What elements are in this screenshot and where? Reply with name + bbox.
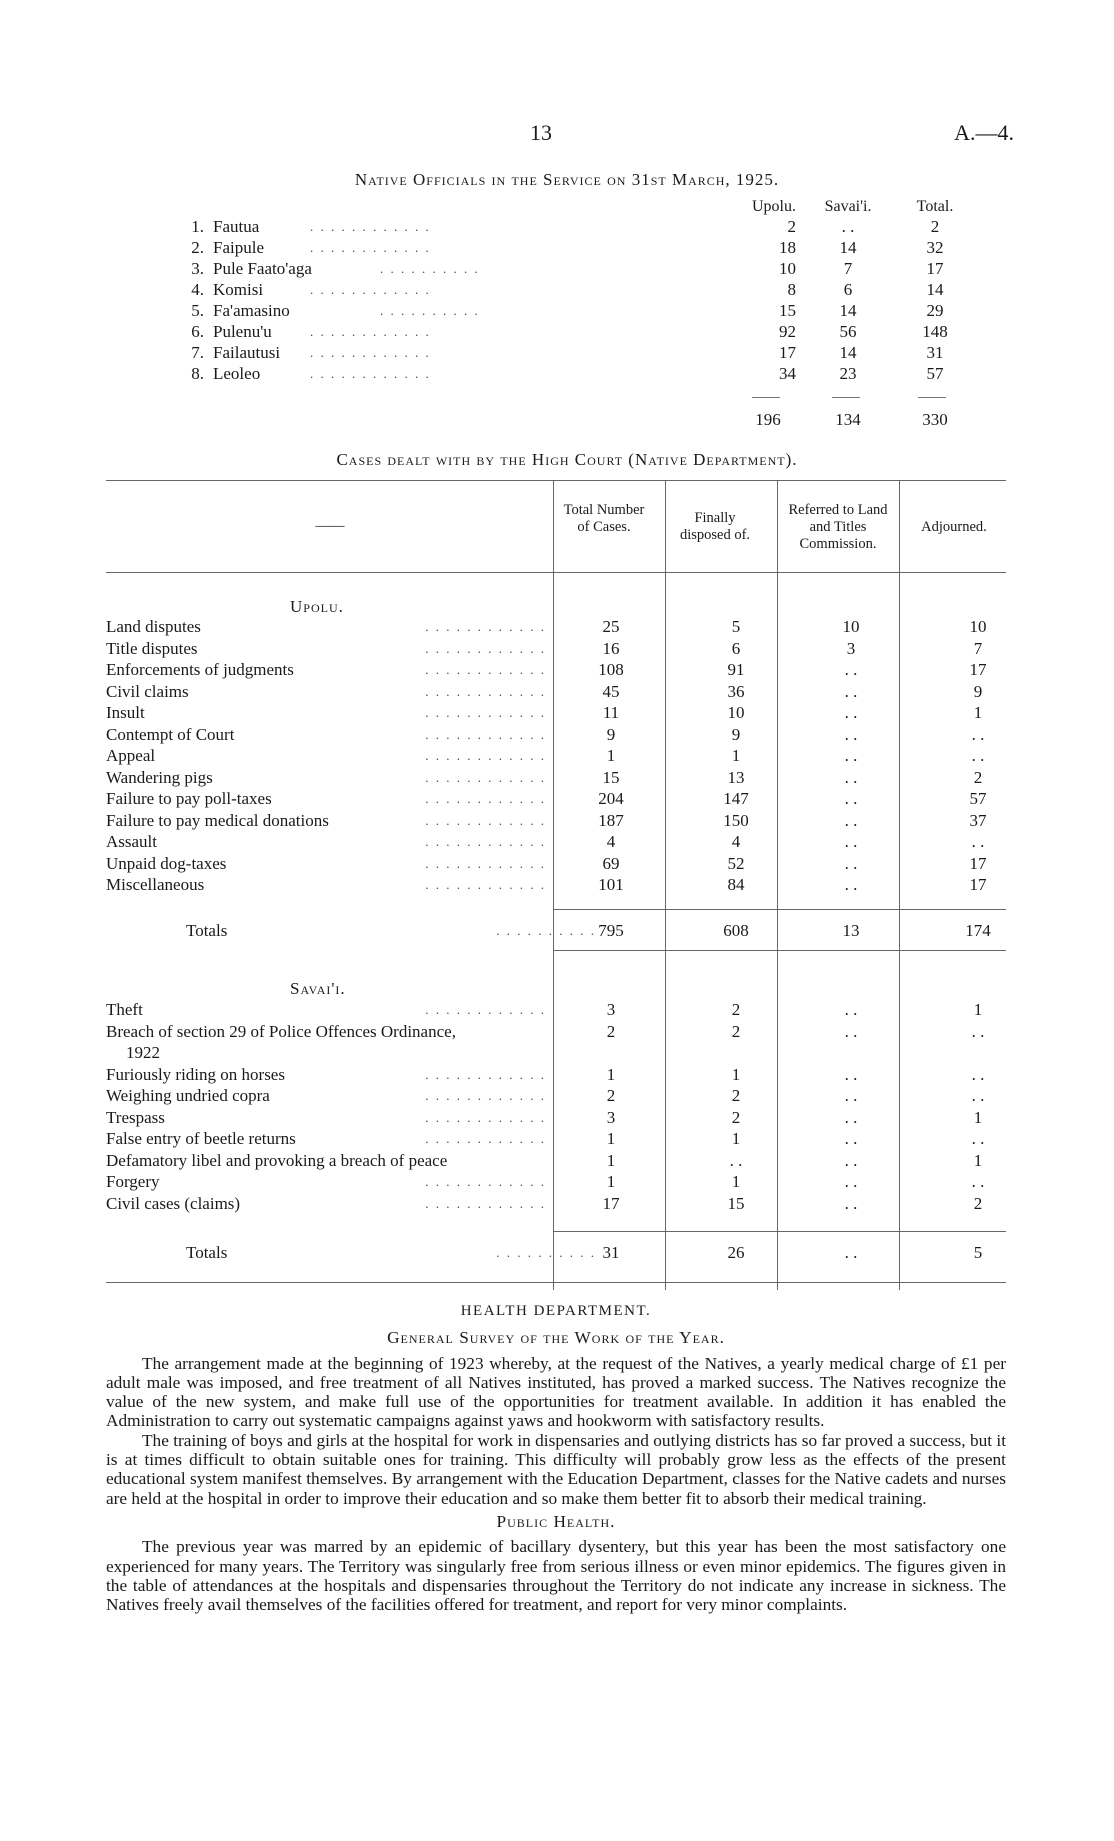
cell-disposed: 1 [731, 1129, 741, 1148]
cell-adjourned: . . [971, 1022, 985, 1041]
total-referred: 13 [842, 921, 860, 940]
cell-disposed: 2 [731, 1022, 741, 1041]
cell-adjourned: . . [971, 1065, 985, 1084]
official-name: Pule Faato'aga [213, 259, 312, 278]
table-row [106, 810, 1006, 831]
public-health-heading: Public Health. [496, 1511, 616, 1531]
leader-dots: . . . . . . . . . . [496, 1245, 596, 1260]
official-savaii: 56 [818, 321, 878, 342]
total-adjourned: 174 [965, 921, 991, 940]
officials-col-total: Total. [905, 196, 965, 217]
cell-total: 9 [606, 725, 616, 744]
officials-row [180, 279, 980, 300]
paragraph: The arrangement made at the beginning of 1923 whereby, at the request of the Natives, a yearly medical charge of £1 per adult male was imposed, and free treatment of all Natives instituted, has proved a marked success. The Natives recognize the value of the new system, and make full use of the opportunities for treatment available. In addition it has enabled the Administration to carry out systematic campaigns against yaws and hookworm with satisfactory results. [106, 1353, 1006, 1431]
official-upolu: 2 [736, 216, 796, 237]
official-name: Fa'amasino [213, 301, 290, 320]
cell-adjourned: 17 [969, 660, 987, 679]
row-label: Weighing undried copra [106, 1085, 274, 1106]
cell-total: 1 [606, 1172, 616, 1191]
official-upolu: 18 [736, 237, 796, 258]
page-number: 13 [530, 120, 552, 145]
row-label: Defamatory libel and provoking a breach of peace [106, 1150, 451, 1171]
row-label: Theft [106, 999, 147, 1020]
header-finally-disposed: Finally disposed of. [679, 510, 751, 543]
cell-disposed: 10 [727, 703, 745, 722]
cell-referred: . . [844, 832, 858, 851]
cell-adjourned: . . [971, 746, 985, 765]
officials-col-savaii: Savai'i. [818, 196, 878, 217]
cell-referred: . . [844, 1086, 858, 1105]
cell-adjourned: 1 [973, 1000, 983, 1019]
table-row [106, 724, 1006, 745]
table-row [106, 638, 1006, 659]
cell-adjourned: 9 [973, 682, 983, 701]
table-row [106, 1107, 1006, 1128]
row-label: Failure to pay poll-taxes [106, 788, 276, 809]
leader-dots: . . . . . . . . . . [380, 261, 480, 276]
cell-adjourned: 17 [969, 854, 987, 873]
cell-disposed: 2 [731, 1086, 741, 1105]
cell-disposed: 91 [727, 660, 745, 679]
leader-dots: . . . . . . . . . . . . [425, 705, 546, 720]
row-label: Civil cases (claims) [106, 1193, 244, 1214]
totals-row [106, 1242, 1006, 1263]
cell-disposed: 150 [723, 811, 749, 830]
table-row [106, 1021, 1006, 1063]
cell-referred: . . [844, 1108, 858, 1127]
cell-referred: 10 [842, 617, 860, 636]
leader-dots: . . . . . . . . . . . . [425, 1131, 546, 1146]
cell-referred: . . [844, 660, 858, 679]
cell-total: 15 [602, 768, 620, 787]
cell-total: 1 [606, 1151, 616, 1170]
cell-referred: . . [844, 725, 858, 744]
official-number: 7. [191, 343, 204, 362]
cell-disposed: 52 [727, 854, 745, 873]
table-row [106, 616, 1006, 637]
cell-referred: 3 [846, 639, 856, 658]
cell-adjourned: 1 [973, 703, 983, 722]
leader-dots: . . . . . . . . . . . . [310, 219, 431, 234]
official-upolu: 8 [736, 279, 796, 300]
row-label: Breach of section 29 of Police Offences Ordinance, [106, 1021, 460, 1042]
official-upolu: 10 [736, 258, 796, 279]
cell-disposed: 1 [731, 1065, 741, 1084]
officials-total-all: 330 [922, 410, 948, 429]
cell-referred: . . [844, 1194, 858, 1213]
officials-table [180, 196, 980, 384]
cell-referred: . . [844, 854, 858, 873]
official-total: 17 [905, 258, 965, 279]
cell-total: 3 [606, 1108, 616, 1127]
official-upolu: 34 [736, 363, 796, 384]
leader-dots: . . . . . . . . . . . . [425, 684, 546, 699]
cell-total: 25 [602, 617, 620, 636]
cell-referred: . . [844, 1172, 858, 1191]
officials-total-upolu: 196 [755, 410, 781, 429]
row-label: Failure to pay medical donations [106, 810, 333, 831]
sum-rule [918, 397, 946, 398]
leader-dots: . . . . . . . . . . . . [310, 366, 431, 381]
row-label: Appeal [106, 745, 159, 766]
cell-total: 45 [602, 682, 620, 701]
cell-referred: . . [844, 746, 858, 765]
section-heading-upolu: Upolu. [290, 597, 344, 616]
official-upolu: 92 [736, 321, 796, 342]
leader-dots: . . . . . . . . . . . . [310, 240, 431, 255]
official-name: Komisi [213, 280, 264, 299]
cell-total: 16 [602, 639, 620, 658]
officials-col-upolu: Upolu. [736, 196, 796, 217]
cell-adjourned: 37 [969, 811, 987, 830]
total-cases: 31 [602, 1243, 620, 1262]
official-total: 14 [905, 279, 965, 300]
leader-dots: . . . . . . . . . . . . [425, 1067, 546, 1082]
leader-dots: . . . . . . . . . . . . [310, 282, 431, 297]
cell-referred: . . [844, 703, 858, 722]
cell-adjourned: 10 [969, 617, 987, 636]
leader-dots: . . . . . . . . . . . . [425, 1088, 546, 1103]
leader-dots: . . . . . . . . . . . . [425, 813, 546, 828]
general-survey-heading: General Survey of the Work of the Year. [387, 1328, 725, 1348]
table-row [106, 702, 1006, 723]
totals-label: Totals [186, 1242, 231, 1263]
cell-disposed: 1 [731, 1172, 741, 1191]
cell-referred: . . [844, 811, 858, 830]
cell-total: 1 [606, 746, 616, 765]
officials-row [180, 300, 980, 321]
official-number: 2. [191, 238, 204, 257]
table-bottom-rule [106, 1282, 1006, 1283]
leader-dots: . . . . . . . . . . . . [425, 641, 546, 656]
cell-disposed: 36 [727, 682, 745, 701]
header-adjourned: Adjourned. [921, 519, 987, 535]
official-savaii: . . [818, 216, 878, 237]
table-row [106, 853, 1006, 874]
official-name: Pulenu'u [213, 322, 272, 341]
leader-dots: . . . . . . . . . . . . [425, 662, 546, 677]
paragraph: The training of boys and girls at the hospital for work in dispensaries and outlying districts has so far proved a success, but it is at times difficult to obtain suitable ones for training. This difficulty will probably grow less as the effects of the present educational system manifest themselves. By arrangement with the Education Department, classes for the Native cadets and nurses are held at the hospital in order to improve their education and so make them better fit to absorb their medical training. [106, 1430, 1006, 1508]
official-number: 8. [191, 364, 204, 383]
total-disposed: 608 [723, 921, 749, 940]
health-heading: HEALTH DEPARTMENT. [460, 1303, 652, 1319]
cell-disposed: 4 [731, 832, 741, 851]
official-number: 3. [191, 259, 204, 278]
totals-top-rule [553, 1231, 1006, 1232]
row-label: Unpaid dog-taxes [106, 853, 230, 874]
official-total: 32 [905, 237, 965, 258]
table-header-rule [106, 572, 1006, 573]
official-savaii: 14 [818, 300, 878, 321]
row-label: Furiously riding on horses [106, 1064, 289, 1085]
header-referred: Referred to Land and Titles Commission. [788, 502, 888, 552]
officials-row [180, 321, 980, 342]
leader-dots: . . . . . . . . . . [496, 923, 596, 938]
table-row [106, 831, 1006, 852]
section-heading-savaii: Savai'i. [290, 979, 346, 998]
cell-adjourned: 57 [969, 789, 987, 808]
table-row [106, 659, 1006, 680]
table-row [106, 1128, 1006, 1149]
leader-dots: . . . . . . . . . . . . [425, 1174, 546, 1189]
leader-dots: . . . . . . . . . . . . [425, 748, 546, 763]
cell-total: 101 [598, 875, 624, 894]
cell-disposed: 147 [723, 789, 749, 808]
cell-referred: . . [844, 1129, 858, 1148]
leader-dots: . . . . . . . . . . . . [425, 856, 546, 871]
officials-total-savaii: 134 [835, 410, 861, 429]
row-label: Assault [106, 831, 161, 852]
cell-disposed: 5 [731, 617, 741, 636]
cell-referred: . . [844, 789, 858, 808]
cell-total: 69 [602, 854, 620, 873]
official-savaii: 23 [818, 363, 878, 384]
table-row [106, 681, 1006, 702]
cell-total: 1 [606, 1065, 616, 1084]
table-row [106, 999, 1006, 1020]
cell-total: 204 [598, 789, 624, 808]
health-section [106, 1302, 1006, 1614]
leader-dots: . . . . . . . . . . . . [425, 791, 546, 806]
leader-dots: . . . . . . . . . . . . [425, 1196, 546, 1211]
cell-total: 187 [598, 811, 624, 830]
row-label: Insult [106, 702, 149, 723]
total-referred: . . [844, 1243, 858, 1262]
table-row [106, 1171, 1006, 1192]
officials-row [180, 216, 980, 237]
cell-referred: . . [844, 1022, 858, 1041]
cell-referred: . . [844, 1000, 858, 1019]
cell-disposed: 15 [727, 1194, 745, 1213]
official-total: 57 [905, 363, 965, 384]
cell-referred: . . [844, 768, 858, 787]
cell-disposed: 6 [731, 639, 741, 658]
total-disposed: 26 [727, 1243, 745, 1262]
cell-referred: . . [844, 1065, 858, 1084]
cell-adjourned: 1 [973, 1108, 983, 1127]
cell-referred: . . [844, 682, 858, 701]
official-upolu: 15 [736, 300, 796, 321]
total-cases: 795 [598, 921, 624, 940]
cell-adjourned: 2 [973, 1194, 983, 1213]
leader-dots: . . . . . . . . . . . . [425, 619, 546, 634]
header-total-cases: Total Number of Cases. [563, 502, 645, 535]
leader-dots: . . . . . . . . . . . . [310, 324, 431, 339]
row-label: Title disputes [106, 638, 201, 659]
totals-top-rule [553, 909, 1006, 910]
table-row [106, 1064, 1006, 1085]
official-savaii: 6 [818, 279, 878, 300]
cell-total: 108 [598, 660, 624, 679]
cell-adjourned: . . [971, 1086, 985, 1105]
cell-disposed: 1 [731, 746, 741, 765]
total-adjourned: 5 [973, 1243, 983, 1262]
official-name: Failautusi [213, 343, 281, 362]
official-name: Leoleo [213, 364, 261, 383]
cell-adjourned: . . [971, 1172, 985, 1191]
page-reference: A.—4. [954, 120, 1014, 145]
official-number: 6. [191, 322, 204, 341]
official-savaii: 14 [818, 237, 878, 258]
row-label: Enforcements of judgments [106, 659, 298, 680]
table-row [106, 1150, 1006, 1171]
row-label: Miscellaneous [106, 874, 208, 895]
leader-dots: . . . . . . . . . . . . [310, 345, 431, 360]
cell-disposed: 13 [727, 768, 745, 787]
leader-dots: . . . . . . . . . . . . [425, 1002, 546, 1017]
row-label-continued: 1922 [126, 1043, 160, 1062]
cell-referred: . . [844, 1151, 858, 1170]
court-title: Cases dealt with by the High Court (Native Department). [336, 450, 798, 469]
cell-total: 2 [606, 1022, 616, 1041]
official-name: Faipule [213, 238, 264, 257]
table-row [106, 788, 1006, 809]
totals-label: Totals [186, 920, 231, 941]
row-label: Contempt of Court [106, 724, 238, 745]
leader-dots: . . . . . . . . . . . . [425, 877, 546, 892]
totals-row [106, 920, 1006, 941]
official-number: 4. [191, 280, 204, 299]
official-savaii: 14 [818, 342, 878, 363]
cell-adjourned: 2 [973, 768, 983, 787]
cell-adjourned: 7 [973, 639, 983, 658]
cell-adjourned: . . [971, 1129, 985, 1148]
table-row [106, 874, 1006, 895]
official-number: 1. [191, 217, 204, 236]
leader-dots: . . . . . . . . . . [380, 303, 480, 318]
cell-referred: . . [844, 875, 858, 894]
official-total: 148 [905, 321, 965, 342]
row-label: False entry of beetle returns [106, 1128, 300, 1149]
official-savaii: 7 [818, 258, 878, 279]
sum-rule [752, 397, 780, 398]
officials-row [180, 363, 980, 384]
officials-row [180, 342, 980, 363]
cell-disposed: . . [729, 1151, 743, 1170]
cell-disposed: 84 [727, 875, 745, 894]
row-label: Civil claims [106, 681, 193, 702]
official-total: 29 [905, 300, 965, 321]
official-number: 5. [191, 301, 204, 320]
row-label: Land disputes [106, 616, 205, 637]
cell-total: 1 [606, 1129, 616, 1148]
official-name: Fautua [213, 217, 260, 236]
totals-bottom-rule [553, 950, 1006, 951]
cell-total: 4 [606, 832, 616, 851]
official-total: 2 [905, 216, 965, 237]
cell-total: 3 [606, 1000, 616, 1019]
officials-title: Native Officials in the Service on 31st March, 1925. [354, 170, 780, 189]
cell-disposed: 2 [731, 1108, 741, 1127]
cell-adjourned: . . [971, 832, 985, 851]
paragraph: The previous year was marred by an epidemic of bacillary dysentery, but this year has been the most satisfactory one experienced for many years. The Territory was singularly free from serious illness or even minor epidemics. The figures given in the table of attendances at the hospitals and dispensaries throughout the Territory do not indicate any increase in sickness. The Natives freely avail themselves of the facilities offered for treatment, and report for very minor complaints. [106, 1537, 1006, 1615]
table-top-rule [106, 480, 1006, 481]
officials-header-row [180, 196, 980, 216]
table-row [106, 1193, 1006, 1214]
officials-row [180, 237, 980, 258]
cell-disposed: 2 [731, 1000, 741, 1019]
table-row [106, 767, 1006, 788]
cell-adjourned: 1 [973, 1151, 983, 1170]
sum-rule [832, 397, 860, 398]
leader-dots: . . . . . . . . . . . . [425, 770, 546, 785]
cell-total: 17 [602, 1194, 620, 1213]
row-label: Forgery [106, 1171, 164, 1192]
row-label: Wandering pigs [106, 767, 217, 788]
leader-dots: . . . . . . . . . . . . [425, 1110, 546, 1125]
official-total: 31 [905, 342, 965, 363]
cell-adjourned: . . [971, 725, 985, 744]
cell-total: 11 [602, 703, 620, 722]
table-row [106, 745, 1006, 766]
cell-adjourned: 17 [969, 875, 987, 894]
cell-disposed: 9 [731, 725, 741, 744]
cell-total: 2 [606, 1086, 616, 1105]
official-upolu: 17 [736, 342, 796, 363]
stub-header: —— [315, 518, 345, 534]
leader-dots: . . . . . . . . . . . . [425, 727, 546, 742]
officials-row [180, 258, 980, 279]
table-row [106, 1085, 1006, 1106]
leader-dots: . . . . . . . . . . . . [425, 834, 546, 849]
row-label: Trespass [106, 1107, 169, 1128]
